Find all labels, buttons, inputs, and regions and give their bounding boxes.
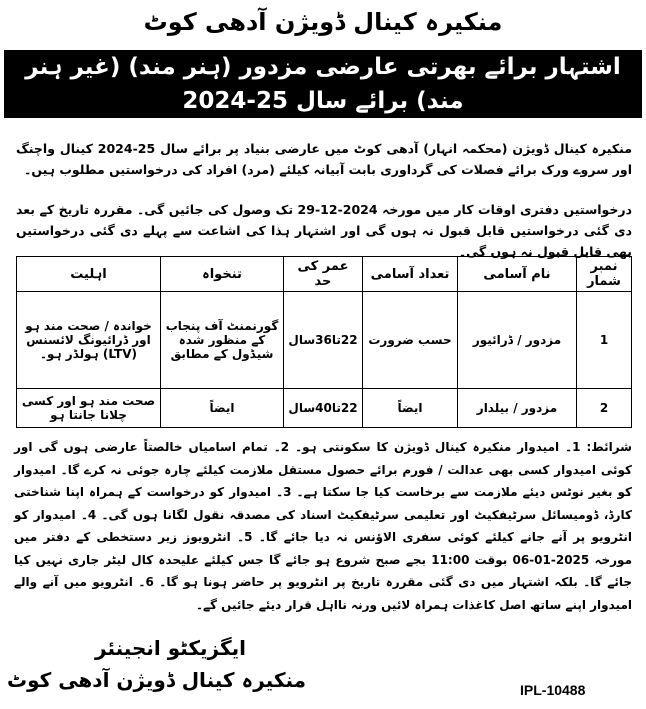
cell-pay: گورنمنٹ آف پنجاب کے منظور شدہ شیڈول کے مطابق (161, 292, 284, 389)
posts-table (16, 256, 632, 428)
office-title: منکیرہ کینال ڈویژن آدھی کوٹ (143, 8, 503, 36)
intro-paragraph: منکیرہ کینال ڈویژن (محکمہ انہار) آدھی کوٹ میں عارضی بنیاد پر برائے سال 25-2024 کینال واچنگ اور سروے ورک برائے فصلات کی گرداوری بابت آبیانہ کیلئے (مرد) افراد کی درخواستیں مطلوب ہیں۔ (16, 141, 632, 177)
cell-age: 22تا36سال (284, 292, 363, 389)
header-qualification: اہلیت (17, 257, 161, 292)
cell-serial: 1 (577, 292, 632, 389)
terms-conditions: شرائط: 1۔ امیدوار منکیرہ کینال ڈویژن کا سکونتی ہو۔ 2۔ تمام اسامیاں خالصتاً عارضی ہوں گی اور کوئی امیدوار کسی بھی عدالت / فورم برائے حصول مستقل ملازمت کیلئے چارہ جوئی نہ کرے گا۔ امیدوار کو بغیر نوٹس دیئے ملازمت سے برخاست کیا جا سکتا ہے۔ 3۔ امیدوار کو درخواست کے ہمراہ اپنا شناختی کارڈ، ڈومیسائل سرٹیفکیٹ اور تعلیمی سرٹیفکیٹ اسناد کی مصدقہ نقول لگانا ہوں گی۔ 4۔ امیدوار کو انٹرویو پر آنے جانے کیلئے کوئی سفری الاؤنس نہ دیا جائے گا۔ 5۔ انٹرویوز زیر دستخطی کے دفتر میں مورخہ 2025-01-06 بوقت 11:00 بجے صبح شروع ہو جائے گا جس کیلئے علیحدہ کال لیٹر جاری نہیں کیا جائے گا۔ بلکہ اشتہار میں دی گئی مقررہ تاریخ پر انٹرویو پر حاضر ہونا ہو گا۔ 6۔ انٹرویو میں آنے والے امیدوار اپنے ساتھ اصل کاغذات ہمراہ لائیں ورنہ نااہل قرار دیئے جائیں گے۔ (14, 440, 633, 612)
cell-age: 22تا40سال (284, 389, 363, 428)
header-serial: نمبر شمار (577, 257, 632, 292)
reference-number: IPL-10488 (520, 682, 586, 698)
header-count: تعداد آسامی (363, 257, 458, 292)
advertisement-banner (4, 50, 642, 118)
table-row (17, 389, 632, 428)
banner-title: اشتہار برائے بھرتی عارضی مزدور (ہنر مند) (غیر ہنر مند) برائے سال 25-2024 (25, 54, 621, 114)
header-age: عمر کی حد (284, 257, 363, 292)
cell-count: ایضاً (363, 389, 458, 428)
cell-serial: 2 (577, 389, 632, 428)
table-row (17, 292, 632, 389)
deadline-paragraph: درخواستیں دفتری اوقات کار میں مورخہ 2024-12-29 تک وصول کی جائیں گی۔ مقررہ تاریخ کے بعد دی گئی درخواستیں قابل قبول نہ ہوں گی اور اشتہار ہذا کی اشاعت سے پہلے دی گئی درخواستیں بھی قابل قبول نہ ہوں گی۔ (16, 202, 632, 259)
cell-pay: ایضاً (161, 389, 284, 428)
header-pay: تنخواہ (161, 257, 284, 292)
signatory-office: منکیرہ کینال ڈویژن آدھی کوٹ (6, 668, 306, 692)
header-post: نام آسامی (458, 257, 577, 292)
signatory-designation: ایگزیکٹو انجینئر (95, 636, 246, 660)
cell-post: مزدور / بیلدار (458, 389, 577, 428)
cell-post: مزدور / ڈرائیور (458, 292, 577, 389)
cell-count: حسب ضرورت (363, 292, 458, 389)
cell-qualification: صحت مند ہو اور کسی چلانا جانتا ہو (17, 389, 161, 428)
cell-qualification: خواندہ / صحت مند ہو اور ڈرائیونگ لائسنس (LTV) ہولڈر ہو۔ (17, 292, 161, 389)
table-header-row (17, 257, 632, 292)
